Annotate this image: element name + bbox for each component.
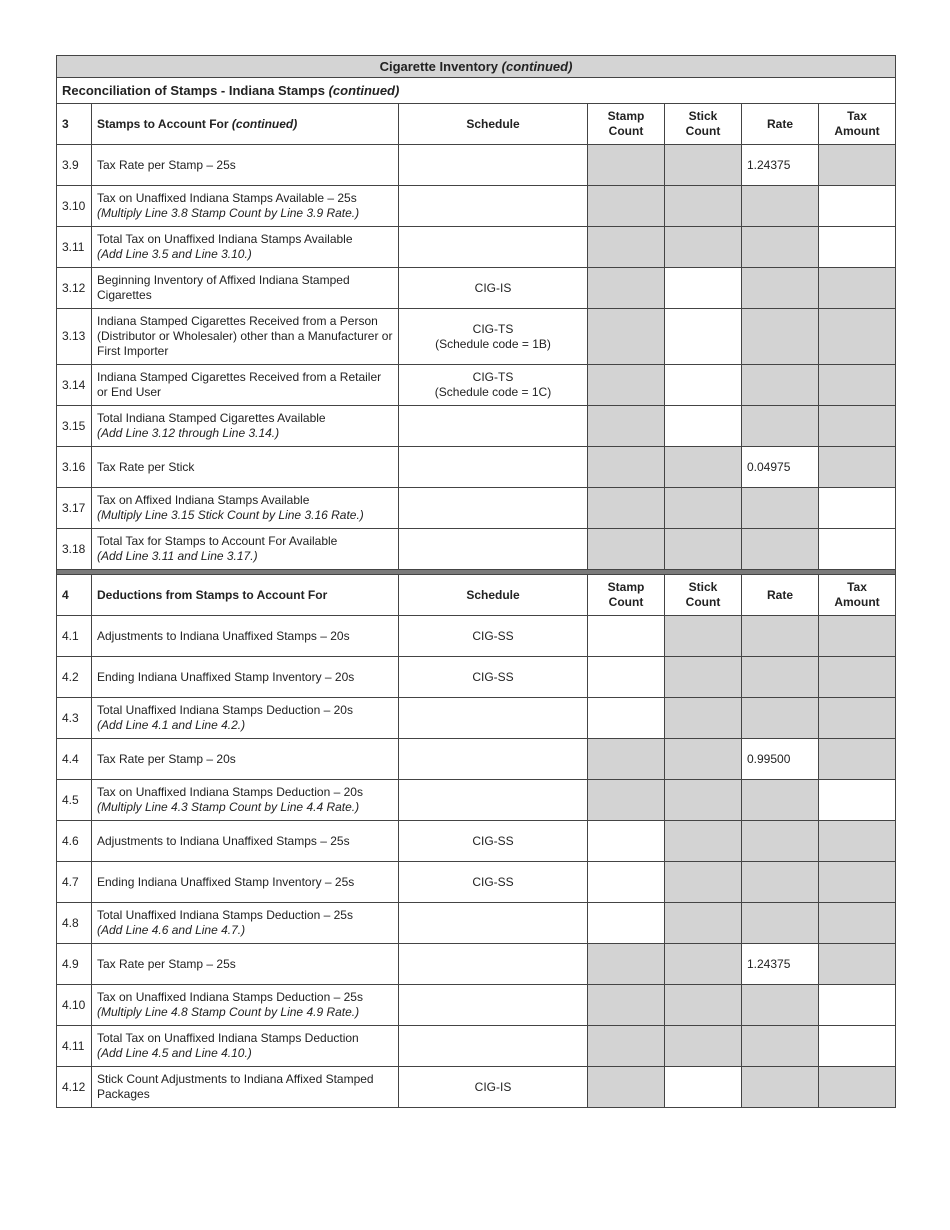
line-description: [92, 268, 399, 309]
tax-amount-cell: [819, 145, 896, 186]
form-line-4-1: [57, 616, 896, 657]
tax-amount-cell[interactable]: [819, 1026, 896, 1067]
line-description: [92, 309, 399, 365]
rate-cell: [742, 488, 819, 529]
line-schedule: [399, 1026, 588, 1067]
rate-cell: [742, 657, 819, 698]
form-title-main: Cigarette Inventory: [379, 59, 499, 74]
form-line-4-9: [57, 944, 896, 985]
form-title-bar: [57, 56, 896, 78]
rate-cell: 0.04975: [742, 447, 819, 488]
header-stamp-count: Stamp Count: [588, 104, 665, 145]
stamp-count-cell: [588, 1026, 665, 1067]
section-3-rows: [57, 145, 896, 570]
line-number: 4.11: [57, 1026, 92, 1067]
stamp-count-cell: [588, 145, 665, 186]
line-instruction-note: (Multiply Line 3.8 Stamp Count by Line 3.9 Rate.): [97, 206, 360, 220]
line-instruction-note: (Add Line 3.5 and Line 3.10.): [97, 247, 252, 261]
stick-count-cell: [665, 862, 742, 903]
line-schedule-name: CIG-SS: [472, 669, 514, 684]
line-schedule: [399, 780, 588, 821]
form-line-4-8: [57, 903, 896, 944]
line-schedule-name: CIG-IS: [474, 1079, 512, 1094]
stick-count-cell: [665, 616, 742, 657]
line-description: [92, 1067, 399, 1108]
tax-amount-cell[interactable]: [819, 186, 896, 227]
line-number: 4.6: [57, 821, 92, 862]
line-description-text: Tax Rate per Stamp – 25s: [97, 956, 236, 971]
rate-cell: [742, 698, 819, 739]
line-description-text: Total Tax on Unaffixed Indiana Stamps Deduction: [97, 1031, 359, 1045]
line-schedule: [399, 309, 588, 365]
rate-cell: 0.99500: [742, 739, 819, 780]
section-4-title: Deductions from Stamps to Account For: [92, 575, 399, 616]
line-description-text: Tax Rate per Stick: [97, 459, 195, 474]
stick-count-cell[interactable]: [665, 1067, 742, 1108]
line-description-text: Adjustments to Indiana Unaffixed Stamps – 25s: [97, 833, 350, 848]
cigarette-inventory-form: [56, 55, 896, 1108]
rate-cell: [742, 365, 819, 406]
stick-count-cell: [665, 903, 742, 944]
line-description: [92, 944, 399, 985]
form-line-3-12: [57, 268, 896, 309]
line-schedule: [399, 1067, 588, 1108]
rate-cell: [742, 862, 819, 903]
header-rate: Rate: [742, 104, 819, 145]
line-description: [92, 488, 399, 529]
stick-count-cell[interactable]: [665, 406, 742, 447]
line-description: [92, 698, 399, 739]
header-tax-amount: Tax Amount: [819, 104, 896, 145]
line-description-text: Ending Indiana Unaffixed Stamp Inventory – 25s: [97, 874, 355, 889]
section-3-header: [57, 104, 896, 145]
stick-count-cell[interactable]: [665, 268, 742, 309]
line-description-text: Beginning Inventory of Affixed Indiana Stamped Cigarettes: [97, 273, 350, 302]
stamp-count-cell: [588, 447, 665, 488]
line-instruction-note: (Add Line 4.6 and Line 4.7.): [97, 923, 246, 937]
line-description-text: Tax Rate per Stamp – 25s: [97, 157, 236, 172]
form-line-3-10: [57, 186, 896, 227]
stick-count-cell: [665, 529, 742, 570]
header-rate: Rate: [742, 575, 819, 616]
line-schedule-name: CIG-SS: [472, 833, 514, 848]
header-stick-count: Stick Count: [665, 575, 742, 616]
line-description-text: Tax on Unaffixed Indiana Stamps Available – 25s: [97, 191, 357, 205]
form-line-4-3: [57, 698, 896, 739]
header-schedule: Schedule: [399, 104, 588, 145]
tax-amount-cell: [819, 365, 896, 406]
line-description: [92, 903, 399, 944]
line-schedule-name: CIG-TS: [472, 370, 514, 384]
line-schedule: [399, 529, 588, 570]
line-description: [92, 985, 399, 1026]
form-subtitle-suffix: (continued): [328, 83, 400, 98]
line-schedule: [399, 145, 588, 186]
line-description: [92, 365, 399, 406]
form-line-4-6: [57, 821, 896, 862]
line-schedule: [399, 488, 588, 529]
line-description-text: Total Tax on Unaffixed Indiana Stamps Available: [97, 232, 353, 246]
tax-amount-cell[interactable]: [819, 227, 896, 268]
form-line-3-9: [57, 145, 896, 186]
line-schedule: [399, 698, 588, 739]
line-number: 4.4: [57, 739, 92, 780]
rate-cell: [742, 1026, 819, 1067]
line-description-text: Total Unaffixed Indiana Stamps Deduction – 25s: [97, 908, 353, 922]
stick-count-cell: [665, 944, 742, 985]
form-line-4-2: [57, 657, 896, 698]
line-number: 3.10: [57, 186, 92, 227]
stick-count-cell: [665, 145, 742, 186]
rate-cell: [742, 529, 819, 570]
line-number: 4.8: [57, 903, 92, 944]
rate-cell: [742, 406, 819, 447]
line-number: 3.16: [57, 447, 92, 488]
line-schedule: [399, 944, 588, 985]
section-3-title: [92, 104, 399, 145]
tax-amount-cell: [819, 447, 896, 488]
tax-amount-cell: [819, 1067, 896, 1108]
line-schedule: [399, 447, 588, 488]
line-description-text: Total Indiana Stamped Cigarettes Available: [97, 411, 326, 425]
line-schedule-name: CIG-IS: [474, 280, 512, 295]
line-schedule: [399, 821, 588, 862]
line-schedule: [399, 616, 588, 657]
form-title-suffix: (continued): [501, 59, 573, 74]
line-description: [92, 862, 399, 903]
tax-amount-cell: [819, 862, 896, 903]
stamp-count-cell[interactable]: [588, 821, 665, 862]
stamp-count-cell: [588, 944, 665, 985]
section-3-title-main: Stamps to Account For: [97, 116, 229, 131]
line-instruction-note: (Add Line 3.11 and Line 3.17.): [97, 549, 258, 563]
line-number: 4.1: [57, 616, 92, 657]
line-description: [92, 739, 399, 780]
line-number: 4.12: [57, 1067, 92, 1108]
rate-cell: [742, 227, 819, 268]
line-description: [92, 657, 399, 698]
stick-count-cell: [665, 821, 742, 862]
tax-amount-cell: [819, 739, 896, 780]
form-line-3-15: [57, 406, 896, 447]
rate-cell: [742, 903, 819, 944]
line-schedule-code: (Schedule code = 1C): [434, 385, 552, 399]
tax-amount-cell[interactable]: [819, 529, 896, 570]
line-instruction-note: (Multiply Line 3.15 Stick Count by Line 3.16 Rate.): [97, 508, 364, 522]
stamp-count-cell: [588, 985, 665, 1026]
form-line-4-4: [57, 739, 896, 780]
form-title: [57, 56, 896, 78]
section-3-number: 3: [57, 104, 92, 145]
rate-cell: [742, 616, 819, 657]
stick-count-cell: [665, 739, 742, 780]
rate-cell: [742, 985, 819, 1026]
section-4-header: [57, 575, 896, 616]
line-description: [92, 529, 399, 570]
line-number: 3.11: [57, 227, 92, 268]
line-description-text: Total Unaffixed Indiana Stamps Deduction – 20s: [97, 703, 353, 717]
line-description-text: Indiana Stamped Cigarettes Received from a Retailer or End User: [97, 370, 382, 399]
header-stick-count: Stick Count: [665, 104, 742, 145]
line-description-text: Ending Indiana Unaffixed Stamp Inventory – 20s: [97, 669, 355, 684]
tax-amount-cell: [819, 698, 896, 739]
line-number: 3.14: [57, 365, 92, 406]
form-subtitle: [57, 78, 896, 104]
line-description-text: Tax Rate per Stamp – 20s: [97, 751, 236, 766]
line-number: 3.15: [57, 406, 92, 447]
form-line-4-10: [57, 985, 896, 1026]
section-3-title-suffix: (continued): [231, 116, 298, 131]
stick-count-cell: [665, 985, 742, 1026]
line-schedule: [399, 186, 588, 227]
line-schedule-name: CIG-TS: [472, 321, 514, 336]
stamp-count-cell: [588, 739, 665, 780]
form-line-4-7: [57, 862, 896, 903]
tax-amount-cell: [819, 406, 896, 447]
stamp-count-cell[interactable]: [588, 657, 665, 698]
tax-amount-cell: [819, 616, 896, 657]
line-number: 4.9: [57, 944, 92, 985]
rate-cell: 1.24375: [742, 944, 819, 985]
stamp-count-cell: [588, 488, 665, 529]
line-schedule: [399, 985, 588, 1026]
stamp-count-cell: [588, 309, 665, 365]
line-schedule: [399, 406, 588, 447]
header-schedule: Schedule: [399, 575, 588, 616]
line-description: [92, 186, 399, 227]
line-schedule: [399, 657, 588, 698]
stamp-count-cell: [588, 780, 665, 821]
header-tax-amount: Tax Amount: [819, 575, 896, 616]
line-description-text: Stick Count Adjustments to Indiana Affixed Stamped Packages: [97, 1072, 374, 1101]
form-line-3-11: [57, 227, 896, 268]
rate-cell: [742, 186, 819, 227]
form-subtitle-row: [57, 78, 896, 104]
tax-amount-cell: [819, 309, 896, 365]
stamp-count-cell[interactable]: [588, 903, 665, 944]
line-description: [92, 406, 399, 447]
stamp-count-cell[interactable]: [588, 862, 665, 903]
stamp-count-cell: [588, 1067, 665, 1108]
tax-amount-cell: [819, 821, 896, 862]
stick-count-cell[interactable]: [665, 309, 742, 365]
line-description: [92, 447, 399, 488]
rate-cell: [742, 268, 819, 309]
form-line-3-16: [57, 447, 896, 488]
stick-count-cell: [665, 780, 742, 821]
line-description: [92, 1026, 399, 1067]
line-number: 3.17: [57, 488, 92, 529]
line-schedule: [399, 365, 588, 406]
stick-count-cell: [665, 657, 742, 698]
line-number: 3.12: [57, 268, 92, 309]
line-description-text: Tax on Affixed Indiana Stamps Available: [97, 493, 310, 507]
tax-amount-cell[interactable]: [819, 780, 896, 821]
line-schedule: [399, 903, 588, 944]
stick-count-cell: [665, 488, 742, 529]
line-instruction-note: (Multiply Line 4.8 Stamp Count by Line 4.9 Rate.): [97, 1005, 360, 1019]
line-schedule-name: CIG-SS: [472, 874, 514, 889]
section-4-rows: [57, 616, 896, 1108]
stamp-count-cell[interactable]: [588, 698, 665, 739]
tax-amount-cell: [819, 903, 896, 944]
line-number: 4.10: [57, 985, 92, 1026]
line-description: [92, 616, 399, 657]
stamp-count-cell: [588, 529, 665, 570]
line-schedule: [399, 862, 588, 903]
line-description: [92, 145, 399, 186]
stick-count-cell: [665, 698, 742, 739]
stick-count-cell[interactable]: [665, 365, 742, 406]
tax-amount-cell: [819, 268, 896, 309]
tax-amount-cell[interactable]: [819, 488, 896, 529]
line-description-text: Indiana Stamped Cigarettes Received from a Person (Distributor or Wholesaler) other than a Manufacturer or First Importer: [97, 314, 393, 358]
tax-amount-cell: [819, 944, 896, 985]
line-instruction-note: (Multiply Line 4.3 Stamp Count by Line 4.4 Rate.): [97, 800, 360, 814]
form-line-4-11: [57, 1026, 896, 1067]
line-number: 3.13: [57, 309, 92, 365]
line-number: 4.7: [57, 862, 92, 903]
tax-amount-cell[interactable]: [819, 985, 896, 1026]
rate-cell: [742, 1067, 819, 1108]
header-stamp-count: Stamp Count: [588, 575, 665, 616]
rate-cell: [742, 309, 819, 365]
line-number: 4.5: [57, 780, 92, 821]
tax-amount-cell: [819, 657, 896, 698]
line-description-text: Adjustments to Indiana Unaffixed Stamps – 20s: [97, 628, 350, 643]
stamp-count-cell: [588, 365, 665, 406]
stamp-count-cell: [588, 406, 665, 447]
line-number: 4.2: [57, 657, 92, 698]
stick-count-cell: [665, 227, 742, 268]
form-line-3-14: [57, 365, 896, 406]
line-number: 3.9: [57, 145, 92, 186]
form-line-4-12: [57, 1067, 896, 1108]
stamp-count-cell: [588, 227, 665, 268]
rate-cell: 1.24375: [742, 145, 819, 186]
line-description-text: Tax on Unaffixed Indiana Stamps Deduction – 20s: [97, 785, 363, 799]
rate-cell: [742, 821, 819, 862]
line-schedule-code: (Schedule code = 1B): [435, 336, 551, 351]
line-description-text: Total Tax for Stamps to Account For Available: [97, 534, 338, 548]
stick-count-cell: [665, 447, 742, 488]
line-description: [92, 780, 399, 821]
line-number: 4.3: [57, 698, 92, 739]
form-subtitle-main: Reconciliation of Stamps - Indiana Stamps: [62, 83, 325, 98]
line-schedule: [399, 739, 588, 780]
line-schedule: [399, 268, 588, 309]
rate-cell: [742, 780, 819, 821]
line-schedule: [399, 227, 588, 268]
stick-count-cell: [665, 186, 742, 227]
stamp-count-cell[interactable]: [588, 616, 665, 657]
line-description: [92, 227, 399, 268]
section-4-number: 4: [57, 575, 92, 616]
line-instruction-note: (Add Line 4.5 and Line 4.10.): [97, 1046, 252, 1060]
stamp-count-cell: [588, 186, 665, 227]
line-description: [92, 821, 399, 862]
form-line-4-5: [57, 780, 896, 821]
form-line-3-13: [57, 309, 896, 365]
line-schedule-name: CIG-SS: [472, 628, 514, 643]
line-description-text: Tax on Unaffixed Indiana Stamps Deduction – 25s: [97, 990, 363, 1004]
stick-count-cell: [665, 1026, 742, 1067]
line-number: 3.18: [57, 529, 92, 570]
form-line-3-17: [57, 488, 896, 529]
line-instruction-note: (Add Line 4.1 and Line 4.2.): [97, 718, 246, 732]
line-instruction-note: (Add Line 3.12 through Line 3.14.): [97, 426, 280, 440]
stamp-count-cell: [588, 268, 665, 309]
form-line-3-18: [57, 529, 896, 570]
